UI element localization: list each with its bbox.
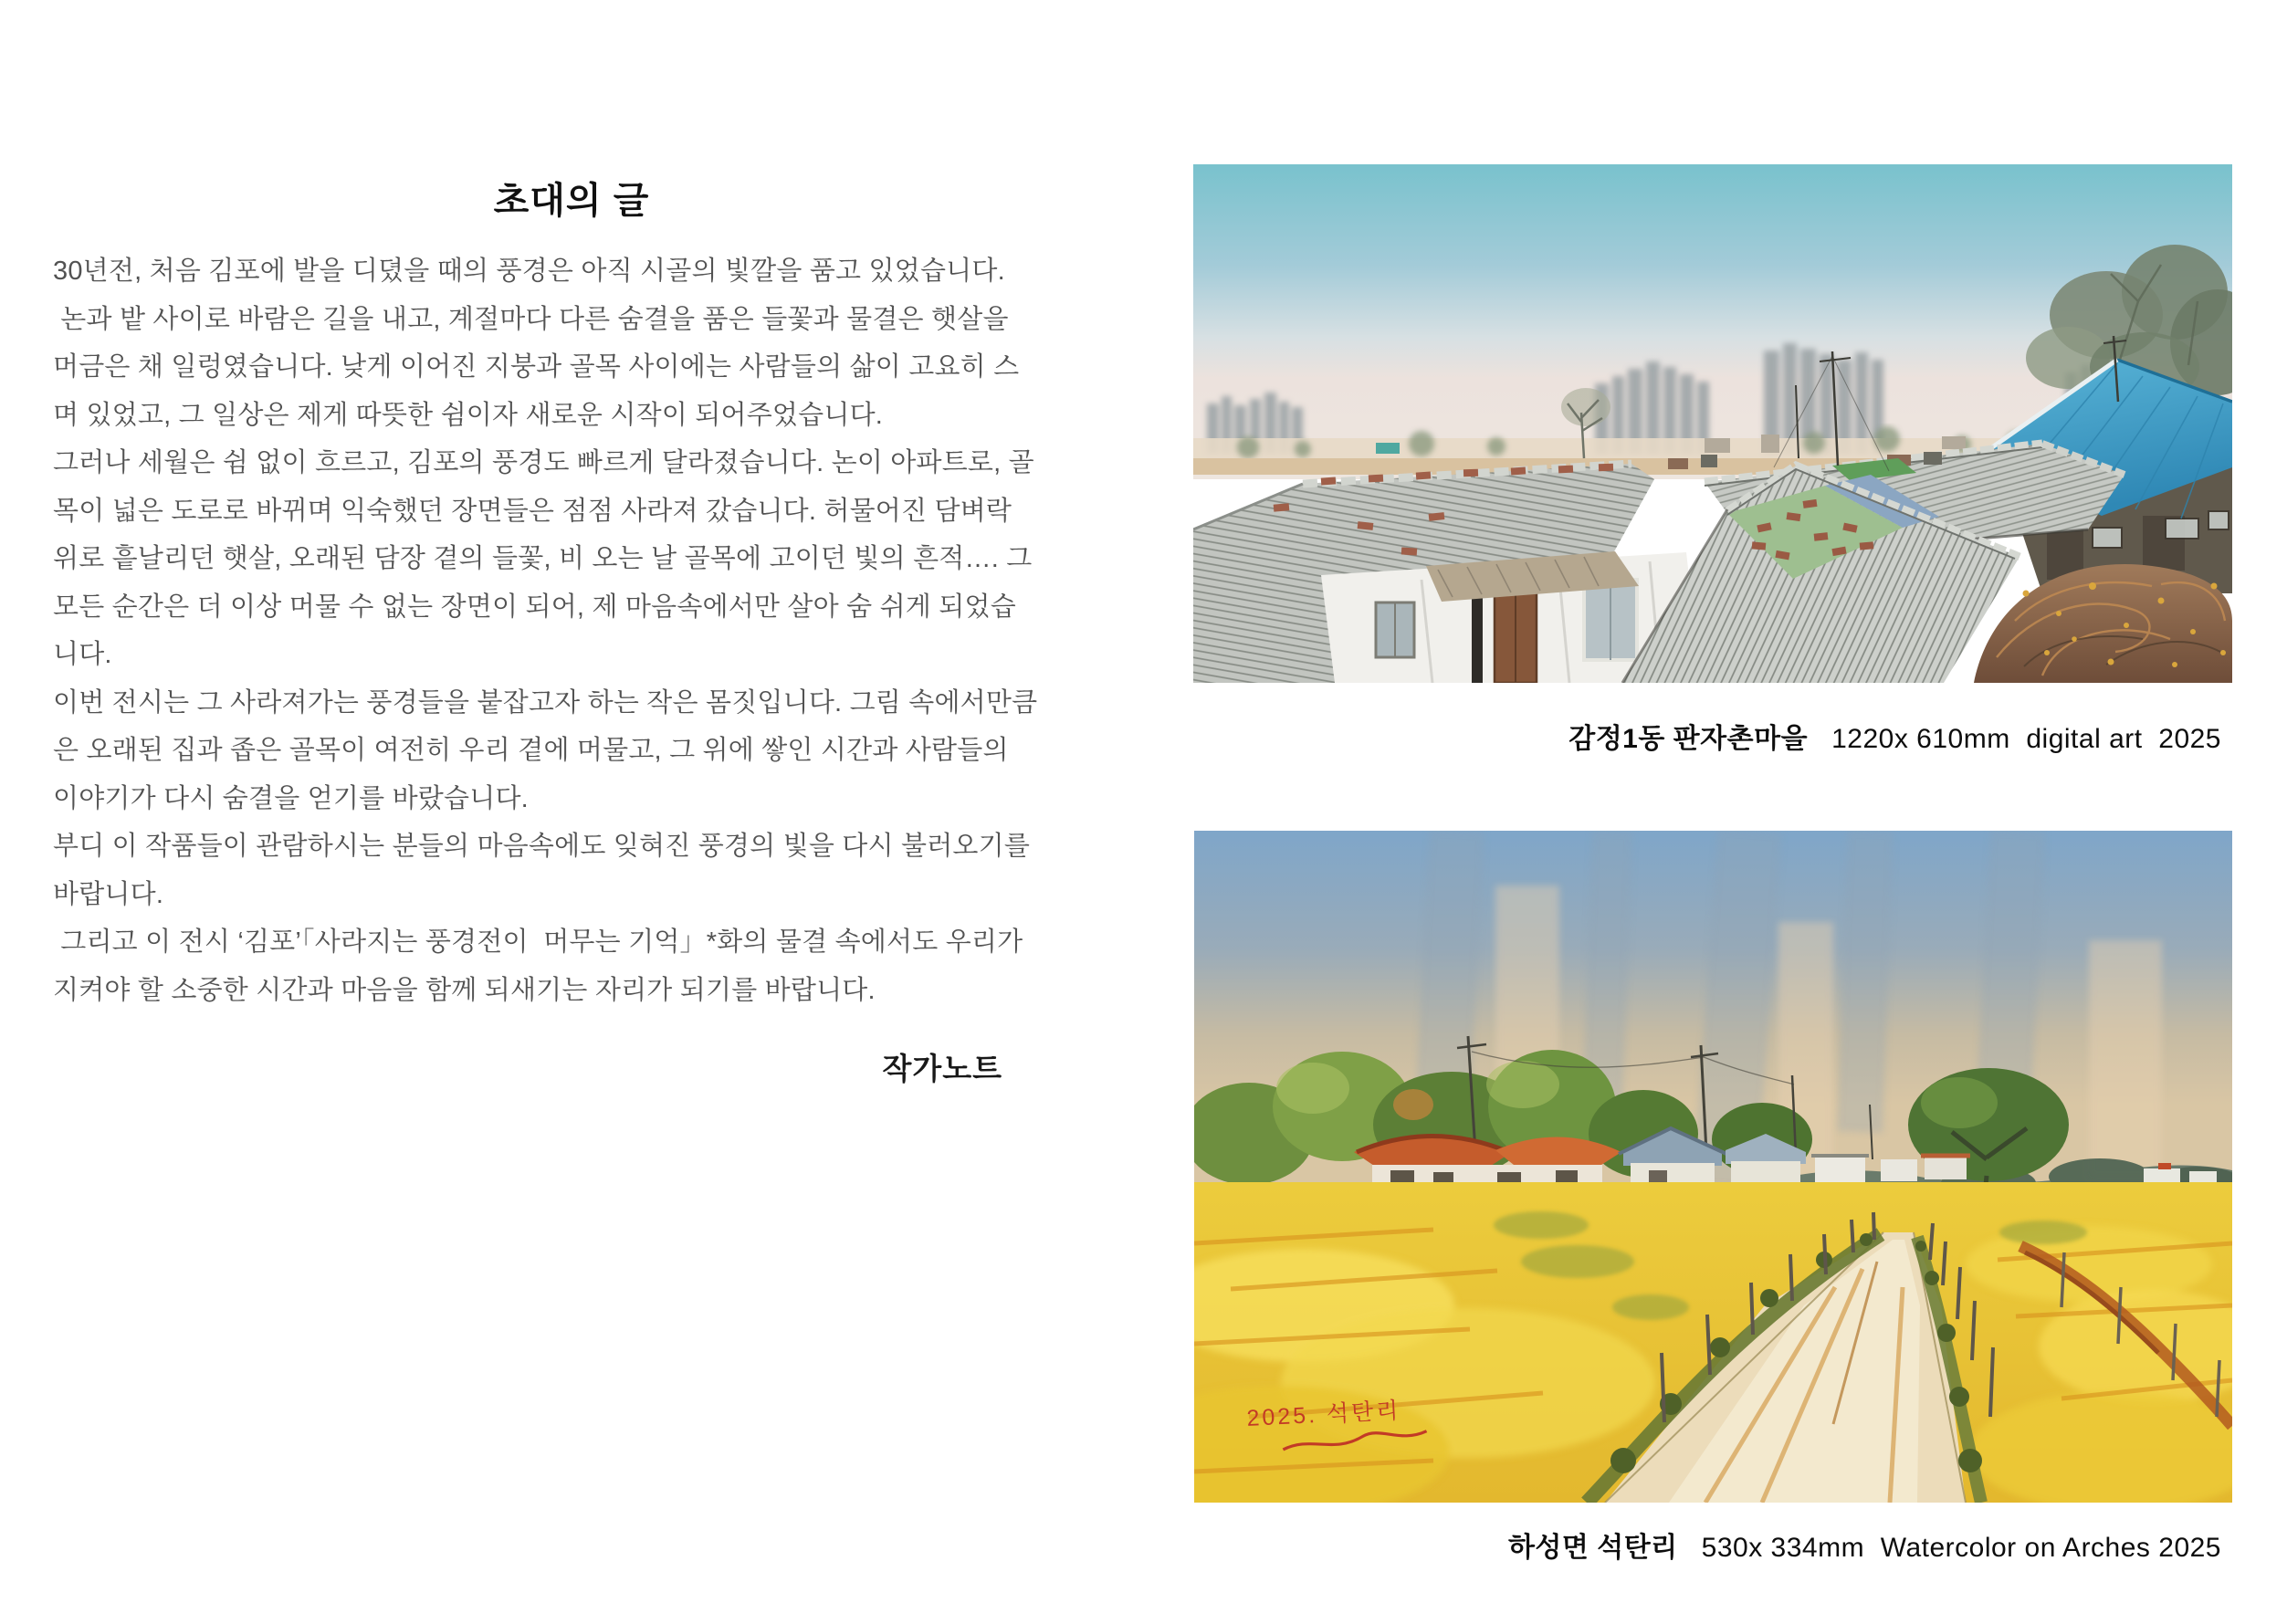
body-line: 그리고 이 전시 ‘김포’「사라지는 풍경전이 머무는 기억」*화의 물결 속에서도 우리가 xyxy=(53,927,1023,957)
invitation-body xyxy=(53,247,1054,1014)
artwork-image-shantytown xyxy=(1193,164,2232,683)
body-line: 그러나 세월은 쉼 없이 흐르고, 김포의 풍경도 빠르게 달라졌습니다. 논이 아파트로, 골 xyxy=(53,448,1034,477)
body-line: 며 있었고, 그 일상은 제게 따뜻한 쉼이자 새로운 시작이 되어주었습니다. xyxy=(53,400,884,430)
artwork-title: 하성면 석탄리 xyxy=(1507,1533,1678,1563)
body-line: 지켜야 할 소중한 시간과 마음을 함께 되새기는 자리가 되기를 바랍니다. xyxy=(53,975,876,1005)
artwork-image-rural-road xyxy=(1194,831,2232,1503)
dry-brush xyxy=(1974,564,2232,683)
page-title: 초대의 글 xyxy=(493,181,650,221)
artwork-details: 1220x 610mm digital art 2025 xyxy=(1831,724,2221,754)
body-line: 머금은 채 일렁였습니다. 낮게 이어진 지붕과 골목 사이에는 사람들의 삶이 고요히 스 xyxy=(53,352,1020,382)
artwork-caption-bottom xyxy=(1492,1508,2221,1581)
body-line: 모든 순간은 더 이상 머물 수 없는 장면이 되어, 제 마음속에서만 살아 숨 쉬게 되었습 xyxy=(53,592,1016,622)
artwork-top-image xyxy=(1193,164,2232,683)
artwork-caption-top xyxy=(1552,699,2221,772)
body-line: 은 오래된 집과 좁은 골목이 여전히 우리 곁에 머물고, 그 위에 쌓인 시간과 사람들의 xyxy=(53,736,1009,765)
body-line: 논과 밭 사이로 바람은 길을 내고, 계절마다 다른 숨결을 품은 들꽃과 물결은 햇살을 xyxy=(53,304,1009,334)
artwork-bottom-image xyxy=(1194,831,2232,1503)
body-line: 30년전, 처음 김포에 발을 디뎠을 때의 풍경은 아직 시골의 빛깔을 품고 있었습니다. xyxy=(53,257,1005,286)
artwork-details: 530x 334mm Watercolor on Arches 2025 xyxy=(1701,1533,2221,1563)
artwork-title: 감정1동 판자촌마을 xyxy=(1568,724,1809,754)
body-line: 이번 전시는 그 사라져가는 풍경들을 붙잡고자 하는 작은 몸짓입니다. 그림 속에서만큼 xyxy=(53,687,1038,718)
artist-note-signature: 작가노트 xyxy=(882,1052,1002,1085)
painting-signature-text: 2025. 석탄리 xyxy=(1245,1398,1402,1431)
body-line: 니다. xyxy=(53,640,112,669)
body-line: 바랍니다. xyxy=(53,879,164,909)
body-line: 이야기가 다시 숨결을 얻기를 바랐습니다. xyxy=(53,783,529,813)
body-line: 목이 넓은 도로로 바뀌며 익숙했던 장면들은 점점 사라져 갔습니다. 허물어진 담벼락 xyxy=(53,496,1012,526)
body-line: 위로 흩날리던 햇살, 오래된 담장 곁의 들꽃, 비 오는 날 골목에 고이던 빛의 흔적…. 그 xyxy=(53,544,1033,573)
invitation-text-column xyxy=(53,172,1054,1088)
body-line: 부디 이 작품들이 관람하시는 분들의 마음속에도 잊혀진 풍경의 빛을 다시 불러오기를 xyxy=(53,832,1031,861)
